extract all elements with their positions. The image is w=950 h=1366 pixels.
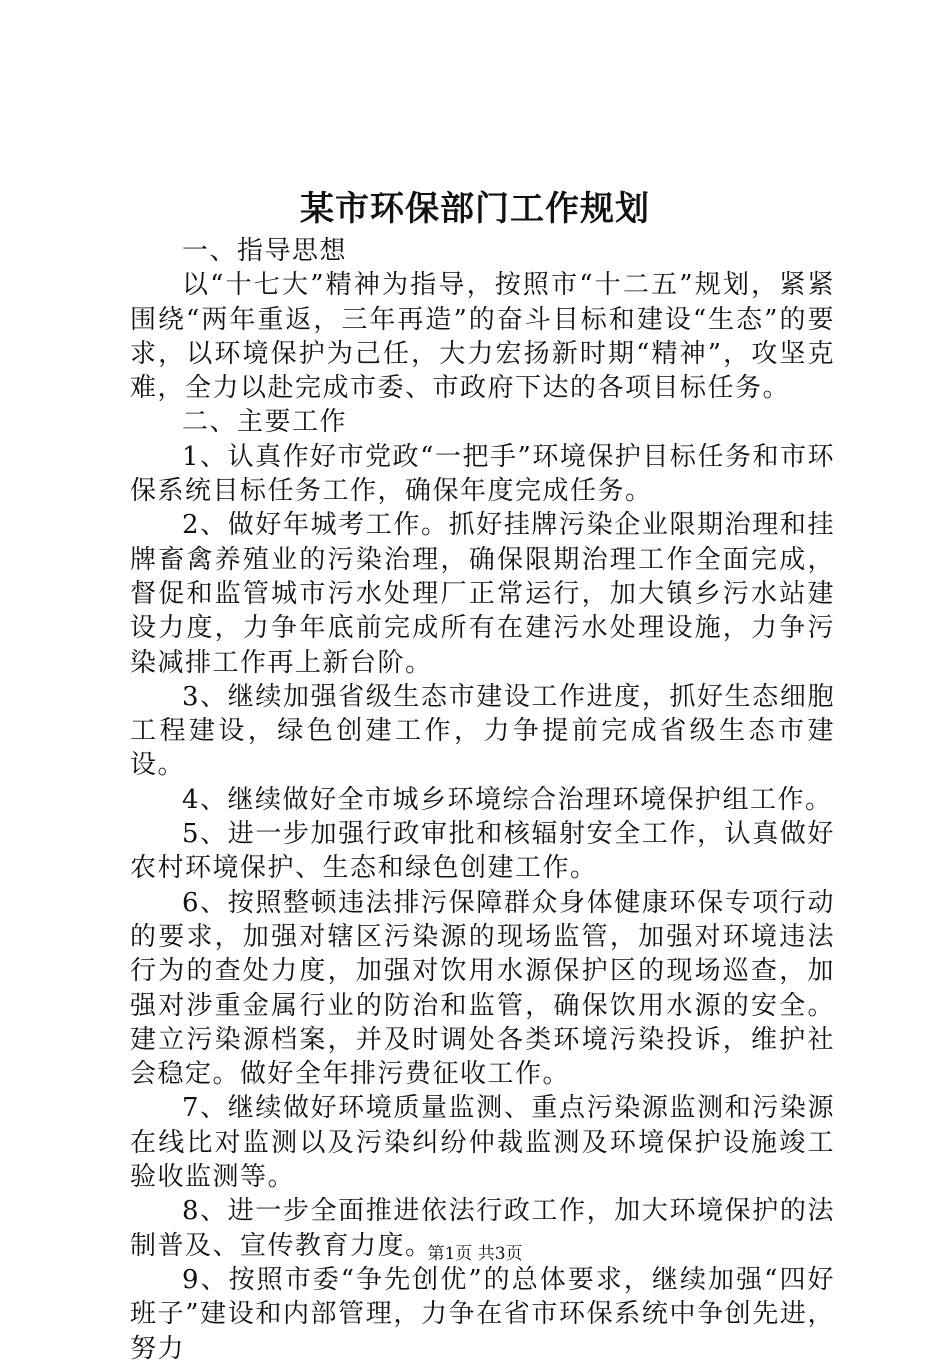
paragraph-guiding-ideology: 以“十七大”精神为指导，按照市“十二五”规划，紧紧围绕“两年重返，三年再造”的奋斗目标和建设“生态”的要求，以环境保护为己任，大力宏扬新时期“精神”，攻坚克难，全力以赴完成市委、市政府下达的各项目标任务。 xyxy=(130,270,835,404)
paragraph-item-9: 9、按照市委“争先创优”的总体要求，继续加强“四好班子”建设和内部管理，力争在省市环保系统中争创先进，努力 xyxy=(130,1264,835,1364)
paragraph-item-2: 2、做好年城考工作。抓好挂牌污染企业限期治理和挂牌畜禽养殖业的污染治理，确保限期治理工作全面完成，督促和监管城市污水处理厂正常运行，加大镇乡污水站建设力度，力争年底前完成所有在建污水处理设施，力争污染减排工作再上新台阶。 xyxy=(130,510,835,678)
section-heading-guiding-ideology: 一、指导思想 xyxy=(182,236,348,266)
page-number-footer: 第1页 共3页 xyxy=(427,1244,523,1264)
paragraph-item-8: 8、进一步全面推进依法行政工作，加大环境保护的法制普及、宣传教育力度。 xyxy=(130,1196,835,1261)
paragraph-item-6: 6、按照整顿违法排污保障群众身体健康环保专项行动的要求，加强对辖区污染源的现场监管，加强对环境违法行为的查处力度，加强对饮用水源保护区的现场巡查，加强对涉重金属行业的防治和监管，确保饮用水源的安全。建立污染源档案，并及时调处各类环境污染投诉，维护社会稳定。做好全年排污费征收工作。 xyxy=(130,887,835,1090)
document-body xyxy=(130,234,835,1366)
paragraph-item-1: 1、认真作好市党政“一把手”环境保护目标任务和市环保系统目标任务工作，确保年度完成任务。 xyxy=(130,441,835,507)
document-title: 某市环保部门工作规划 xyxy=(300,189,650,229)
paragraph-item-4: 4、继续做好全市城乡环境综合治理环境保护组工作。 xyxy=(182,784,833,815)
section-heading-main-work: 二、主要工作 xyxy=(182,407,348,438)
paragraph-item-5: 5、进一步加强行政审批和核辐射安全工作，认真做好农村环境保护、生态和绿色创建工作。 xyxy=(130,819,835,884)
paragraph-item-7: 7、继续做好环境质量监测、重点污染源监测和污染源在线比对监测以及污染纠纷仲裁监测及环境保护设施竣工验收监测等。 xyxy=(130,1093,835,1193)
paragraph-item-3: 3、继续加强省级生态市建设工作进度，抓好生态细胞工程建设，绿色创建工作，力争提前完成省级生态市建设。 xyxy=(130,681,835,781)
